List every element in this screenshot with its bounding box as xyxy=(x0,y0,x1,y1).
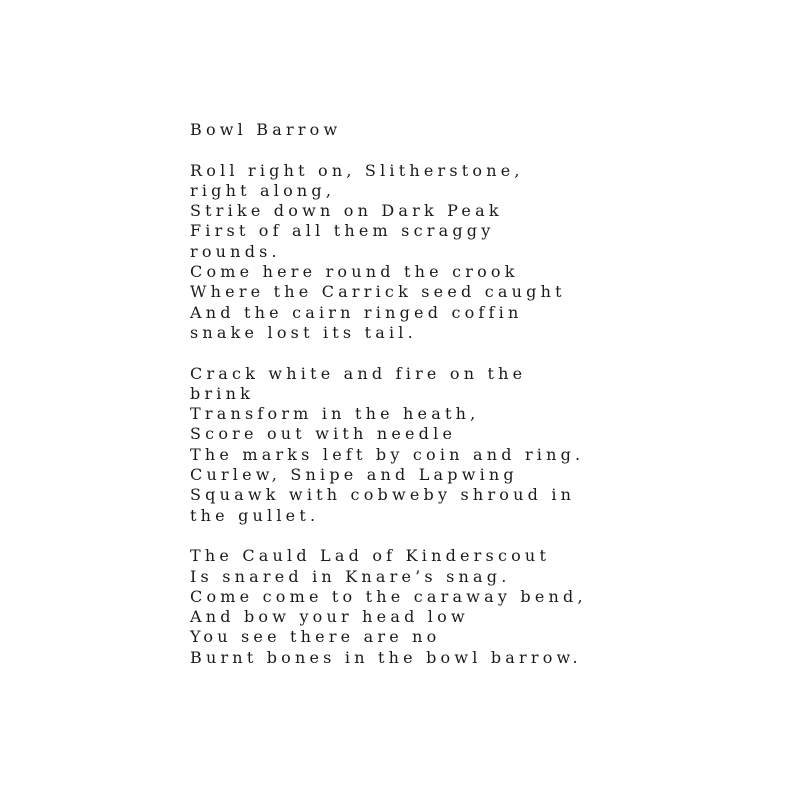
stanza-2 xyxy=(190,364,790,526)
poem-line: And the cairn ringed coffin xyxy=(190,302,523,322)
poem-line: Is snared in Knare’s snag. xyxy=(190,566,511,586)
poem-line: Curlew, Snipe and Lapwing xyxy=(190,465,518,485)
poem xyxy=(190,120,790,688)
poem-line: snake lost its tail. xyxy=(190,322,417,342)
poem-line: Where the Carrick seed caught xyxy=(190,282,566,302)
stanza-3 xyxy=(190,546,790,668)
stanza-1 xyxy=(190,161,790,344)
poem-line: First of all them scraggy xyxy=(190,221,495,241)
poem-line: Transform in the heath, xyxy=(190,404,480,424)
poem-line: Strike down on Dark Peak xyxy=(190,201,503,221)
poem-line: right along, xyxy=(190,180,336,200)
poem-line: Burnt bones in the bowl barrow. xyxy=(190,647,582,667)
poem-line: Score out with needle xyxy=(190,424,457,444)
poem-line: Come here round the crook xyxy=(190,262,519,282)
poem-title: Bowl Barrow xyxy=(190,120,342,139)
poem-line: The Cauld Lad of Kinderscout xyxy=(190,546,551,566)
poem-line: the gullet. xyxy=(190,505,320,525)
poem-line: Crack white and fire on the xyxy=(190,363,527,383)
poem-line: brink xyxy=(190,383,255,403)
poem-line: And bow your head low xyxy=(190,607,469,627)
poem-line: You see there are no xyxy=(190,627,441,647)
poem-line: Roll right on, Slitherstone, xyxy=(190,160,524,180)
poem-line: Squawk with cobweby shroud in xyxy=(190,485,576,505)
poem-line: rounds. xyxy=(190,241,281,261)
poem-line: Come come to the caraway bend, xyxy=(190,586,587,606)
poem-line: The marks left by coin and ring. xyxy=(190,444,585,464)
